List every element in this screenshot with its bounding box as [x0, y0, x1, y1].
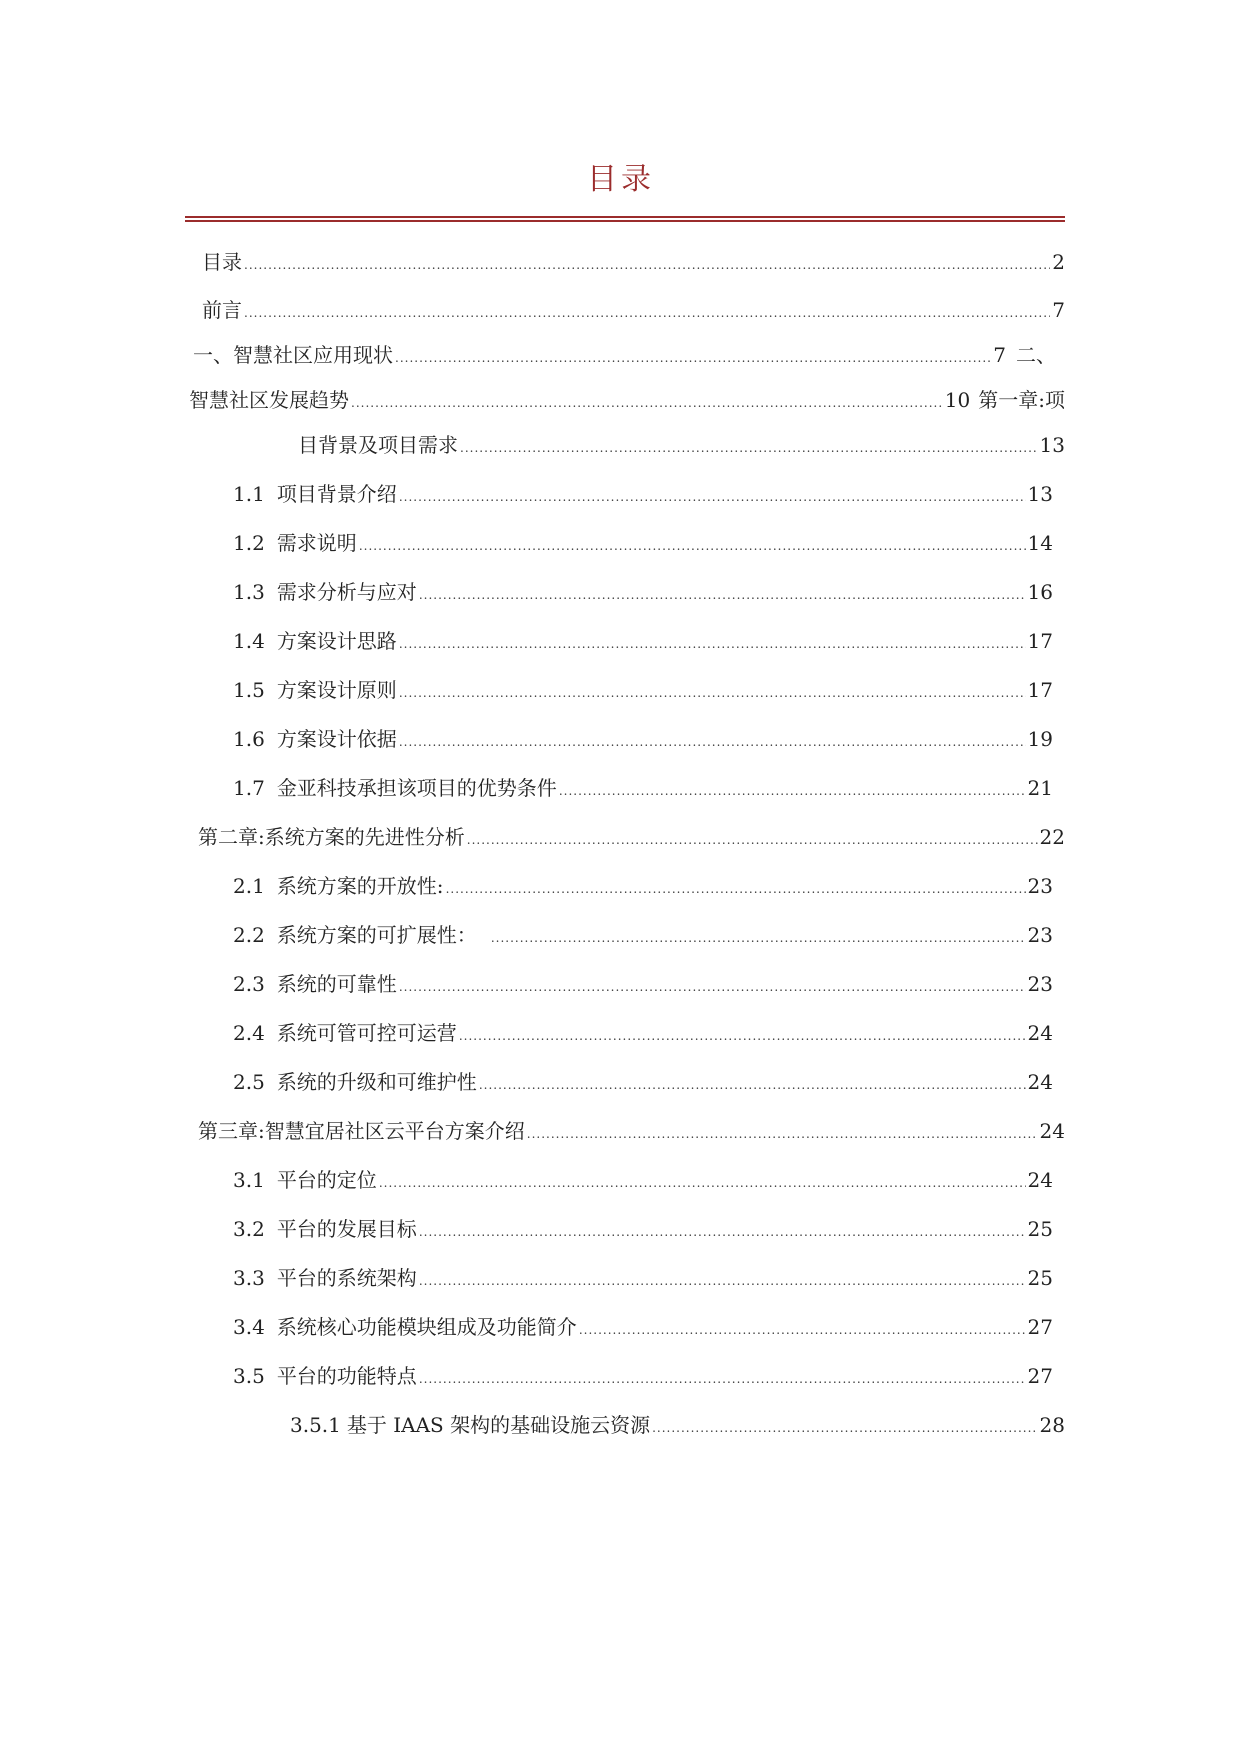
toc-entry-page: 2 [1052, 250, 1065, 274]
toc-entry[interactable] [233, 1362, 1053, 1393]
toc-entry-label: 金亚科技承担该项目的优势条件 [276, 776, 557, 800]
toc-entry[interactable] [233, 1019, 1053, 1050]
toc-entry-page: 7 [993, 343, 1006, 367]
toc-entry-label: 系统方案的开放性: [276, 874, 444, 898]
toc-leader-dots [479, 1071, 1026, 1099]
toc-entry-label: 平台的定位 [276, 1168, 377, 1192]
toc-entry-page: 21 [1027, 776, 1053, 800]
toc-entry[interactable] [233, 480, 1053, 511]
toc-leader-dots [244, 299, 1050, 327]
toc-entry-number: 1.6 [233, 727, 265, 751]
toc-entry-number: 2.3 [233, 972, 265, 996]
toc-leader-dots [491, 924, 1026, 952]
toc-entry[interactable] [233, 725, 1053, 756]
toc-entry-label: 第三章:智慧宜居社区云平台方案介绍 [198, 1119, 525, 1143]
toc-leader-dots [359, 532, 1026, 560]
toc-entry-label: 平台的系统架构 [276, 1266, 417, 1290]
toc-entry-number: 3.1 [233, 1168, 265, 1192]
toc-entry-label: 系统的升级和可维护性 [276, 1070, 477, 1094]
toc-entry-label: 平台的发展目标 [276, 1217, 417, 1241]
toc-entry-page: 28 [1039, 1413, 1065, 1437]
toc-leader-dots [652, 1414, 1037, 1442]
toc-entry[interactable] [233, 529, 1053, 560]
toc-entry-number: 1.2 [233, 531, 265, 555]
toc-entry-label: 前言 [202, 298, 242, 322]
toc-entry-page: 23 [1027, 923, 1053, 947]
toc-entry-label: 智慧社区发展趋势 [189, 388, 349, 412]
toc-entry[interactable] [233, 921, 1053, 952]
toc-entry-number: 1.4 [233, 629, 265, 653]
toc-entry-page: 27 [1027, 1315, 1053, 1339]
toc-entry[interactable] [189, 386, 1065, 417]
toc-entry[interactable] [202, 296, 1065, 327]
toc-entry-number: 2.5 [233, 1070, 265, 1094]
toc-entry-label: 目录 [202, 250, 242, 274]
toc-entry-number: 2.2 [233, 923, 265, 947]
toc-entry-page: 27 [1027, 1364, 1053, 1388]
toc-entry-number: 1.1 [233, 482, 265, 506]
toc-entry-label: 平台的功能特点 [276, 1364, 417, 1388]
toc-entry[interactable] [233, 774, 1053, 805]
toc-entry-page: 7 [1052, 298, 1065, 322]
toc-entry[interactable] [198, 1117, 1065, 1148]
rule-line-bottom [185, 220, 1065, 222]
toc-leader-dots [527, 1120, 1038, 1148]
toc-entry-label: 系统的可靠性 [276, 972, 397, 996]
toc-entry-label: 方案设计原则 [276, 678, 397, 702]
toc-entry-wrap-text: 第一章:项 [978, 388, 1065, 412]
toc-leader-dots [399, 973, 1026, 1001]
toc-entry-page: 24 [1027, 1070, 1053, 1094]
toc-entry-number: 3.5.1 [290, 1413, 341, 1437]
toc-entry-page: 25 [1027, 1217, 1053, 1241]
toc-entry[interactable] [298, 431, 1065, 462]
toc-leader-dots [399, 483, 1026, 511]
toc-entry-page: 14 [1027, 531, 1053, 555]
toc-leader-dots [399, 679, 1026, 707]
toc-leader-dots [419, 581, 1026, 609]
toc-entry-number: 1.5 [233, 678, 265, 702]
toc-leader-dots [379, 1169, 1026, 1197]
toc-leader-dots [419, 1218, 1026, 1246]
toc-leader-dots [399, 728, 1026, 756]
toc-leader-dots [459, 1022, 1026, 1050]
toc-leader-dots [399, 630, 1026, 658]
toc-entry-label: 需求分析与应对 [276, 580, 417, 604]
toc-entry-page: 17 [1027, 629, 1053, 653]
toc-entry-number: 3.2 [233, 1217, 265, 1241]
toc-entry-label: 方案设计思路 [276, 629, 397, 653]
toc-entry[interactable] [233, 1166, 1053, 1197]
toc-entry-number: 1.7 [233, 776, 265, 800]
toc-leader-dots [244, 251, 1050, 279]
rule-line-top [185, 216, 1065, 218]
toc-entry[interactable] [202, 248, 1065, 279]
toc-entry-number: 2.1 [233, 874, 265, 898]
title-double-rule [185, 216, 1065, 222]
toc-entry[interactable] [233, 1313, 1053, 1344]
toc-entry-page: 23 [1027, 972, 1053, 996]
toc-entry-page: 24 [1027, 1021, 1053, 1045]
toc-entry-label: 目背景及项目需求 [298, 433, 458, 457]
toc-entry-number: 2.4 [233, 1021, 265, 1045]
toc-entry-number: 3.3 [233, 1266, 265, 1290]
toc-entry[interactable] [233, 578, 1053, 609]
toc-entry-number: 3.5 [233, 1364, 265, 1388]
toc-entry-label: 需求说明 [276, 531, 357, 555]
toc-entry-page: 19 [1027, 727, 1053, 751]
toc-entry-wrap-text: 二、 [1016, 343, 1056, 367]
toc-entry-number: 1.3 [233, 580, 265, 604]
toc-entry-label: 基于 IAAS 架构的基础设施云资源 [346, 1413, 651, 1437]
toc-entry[interactable] [233, 872, 1053, 903]
toc-leader-dots [419, 1267, 1026, 1295]
toc-entry-label: 系统可管可控可运营 [276, 1021, 457, 1045]
toc-entry-page: 23 [1027, 874, 1053, 898]
toc-entry-page: 10 [944, 388, 971, 412]
toc-entry[interactable] [233, 627, 1053, 658]
toc-entry-page: 25 [1027, 1266, 1053, 1290]
toc-entry-page: 17 [1027, 678, 1053, 702]
toc-entry-label: 第二章:系统方案的先进性分析 [198, 825, 465, 849]
toc-leader-dots [460, 434, 1038, 462]
toc-leader-dots [351, 389, 943, 417]
toc-entry[interactable] [233, 1215, 1053, 1246]
toc-leader-dots [559, 777, 1026, 805]
toc-entry[interactable] [198, 823, 1065, 854]
toc-entry-number: 3.4 [233, 1315, 265, 1339]
toc-entry[interactable] [233, 1068, 1053, 1099]
toc-leader-dots [419, 1365, 1026, 1393]
toc-entry-page: 22 [1039, 825, 1065, 849]
toc-entry-page: 24 [1027, 1168, 1053, 1192]
toc-entry-label: 一、智慧社区应用现状 [193, 343, 393, 367]
page-title: 目录 [587, 162, 655, 197]
toc-entry-page: 24 [1039, 1119, 1065, 1143]
toc-leader-dots [579, 1316, 1026, 1344]
toc-entry[interactable] [290, 1411, 1065, 1442]
toc-leader-dots [395, 344, 991, 372]
toc-entry-page: 13 [1027, 482, 1053, 506]
toc-entry-page: 16 [1027, 580, 1053, 604]
toc-entry-label: 系统方案的可扩展性： [276, 923, 477, 947]
toc-entry[interactable] [233, 970, 1053, 1001]
toc-entry[interactable] [233, 676, 1053, 707]
toc-entry[interactable] [193, 341, 1056, 372]
toc-leader-dots [467, 826, 1038, 854]
toc-leader-dots [446, 875, 1026, 903]
toc-entry[interactable] [233, 1264, 1053, 1295]
toc-entry-label: 系统核心功能模块组成及功能简介 [276, 1315, 577, 1339]
toc-entry-label: 方案设计依据 [276, 727, 397, 751]
toc-entry-label: 项目背景介绍 [276, 482, 397, 506]
toc-entry-page: 13 [1039, 433, 1065, 457]
